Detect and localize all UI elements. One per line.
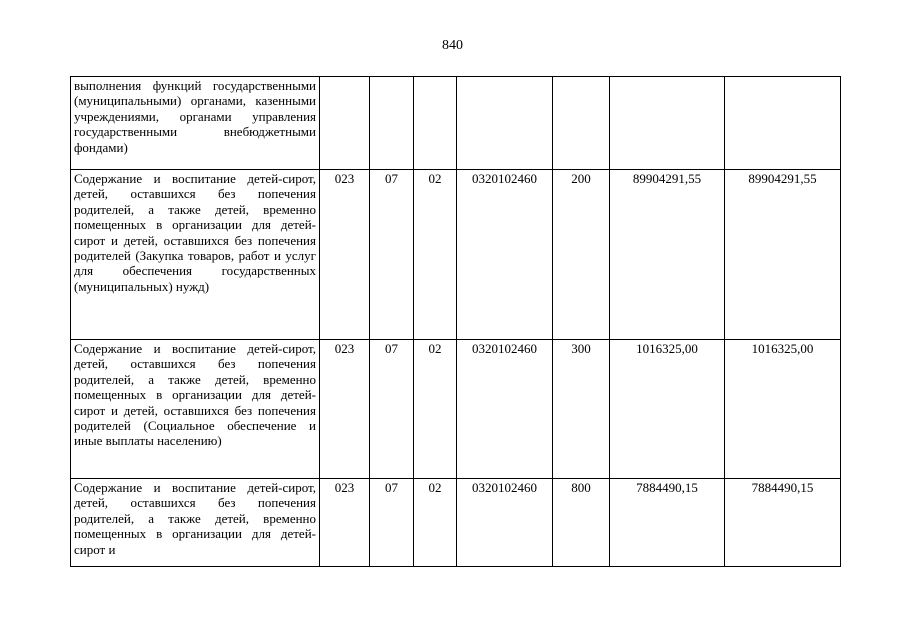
expense-type-code: 300 — [553, 340, 610, 479]
row-description: Содержание и воспитание детей-сирот, детей, оставшихся без попечения родителей, а также детей, временно помещенных в организации для детей-сирот и детей, оставшихся без попечения родителей (Социальное обеспечение и иные выплаты населению) — [71, 340, 320, 479]
subsection-code: 02 — [414, 479, 457, 567]
expense-type-code — [553, 77, 610, 170]
amount-plan: 89904291,55 — [610, 170, 725, 340]
amount-total: 1016325,00 — [725, 340, 841, 479]
target-item-code: 0320102460 — [457, 479, 553, 567]
amount-plan: 7884490,15 — [610, 479, 725, 567]
section-code: 07 — [370, 479, 414, 567]
section-code: 07 — [370, 340, 414, 479]
target-item-code: 0320102460 — [457, 340, 553, 479]
table-row — [71, 77, 841, 170]
row-description: Содержание и воспитание детей-сирот, детей, оставшихся без попечения родителей, а также детей, временно помещенных в организации для детей-сирот и детей, оставшихся без попечения родителей (Закупка товаров, работ и услуг для обеспечения государственных (муниципальных) нужд) — [71, 170, 320, 340]
table-row — [71, 340, 841, 479]
grbs-code: 023 — [320, 170, 370, 340]
amount-plan — [610, 77, 725, 170]
budget-table — [70, 76, 841, 567]
expense-type-code: 800 — [553, 479, 610, 567]
row-description: выполнения функций государственными (муниципальными) органами, казенными учреждениями, органами управления государственными внебюджетными фондами) — [71, 77, 320, 170]
section-code — [370, 77, 414, 170]
subsection-code: 02 — [414, 170, 457, 340]
grbs-code: 023 — [320, 479, 370, 567]
target-item-code: 0320102460 — [457, 170, 553, 340]
target-item-code — [457, 77, 553, 170]
row-description: Содержание и воспитание детей-сирот, детей, оставшихся без попечения родителей, а также детей, временно помещенных в организации для детей-сирот и — [71, 479, 320, 567]
amount-total — [725, 77, 841, 170]
amount-total: 89904291,55 — [725, 170, 841, 340]
grbs-code — [320, 77, 370, 170]
expense-type-code: 200 — [553, 170, 610, 340]
section-code: 07 — [370, 170, 414, 340]
page-number: 840 — [442, 38, 463, 53]
table-row — [71, 479, 841, 567]
subsection-code — [414, 77, 457, 170]
amount-plan: 1016325,00 — [610, 340, 725, 479]
table-row — [71, 170, 841, 340]
subsection-code: 02 — [414, 340, 457, 479]
grbs-code: 023 — [320, 340, 370, 479]
amount-total: 7884490,15 — [725, 479, 841, 567]
